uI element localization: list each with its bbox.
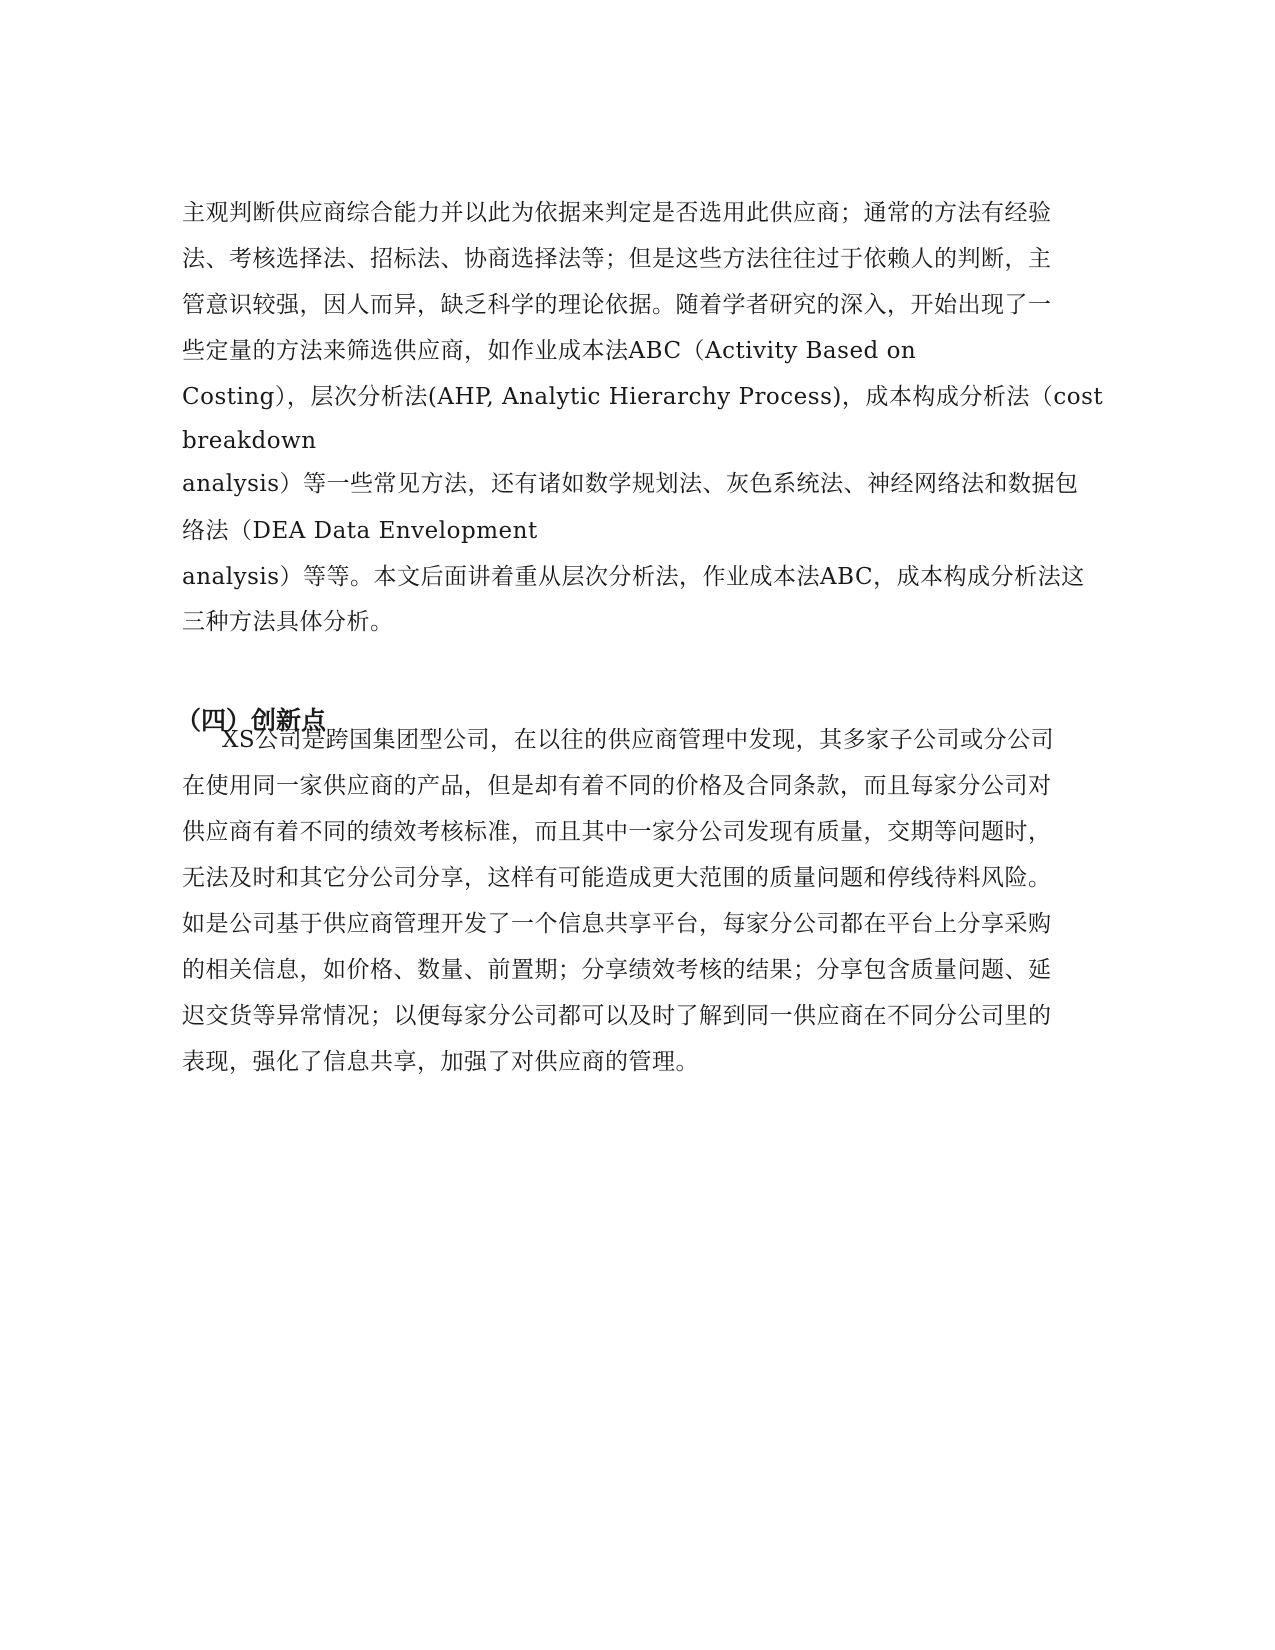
paragraph-line: 些定量的方法来筛选供应商，如作业成本法ABC（Activity Based on: [182, 338, 917, 364]
section-heading: （四）创新点: [176, 706, 327, 735]
paragraph-line: 的相关信息，如价格、数量、前置期；分享绩效考核的结果；分享包含质量问题、延: [182, 957, 1052, 983]
paragraph-line: XS公司是跨国集团型公司，在以往的供应商管理中发现，其多家子公司或分公司: [222, 727, 1055, 753]
paragraph-line: 主观判断供应商综合能力并以此为依据来判定是否选用此供应商；通常的方法有经验: [182, 200, 1052, 226]
paragraph-line: Costing），层次分析法(AHP, Analytic Hierarchy Process)，成本构成分析法（cost: [182, 384, 1104, 410]
paragraph-line: 供应商有着不同的绩效考核标准，而且其中一家分公司发现有质量，交期等问题时，: [182, 819, 1052, 845]
paragraph-line: 三种方法具体分析。: [182, 609, 394, 635]
paragraph-line: 迟交货等异常情况；以便每家分公司都可以及时了解到同一供应商在不同分公司里的: [182, 1003, 1052, 1029]
paragraph-line: 在使用同一家供应商的产品，但是却有着不同的价格及合同条款，而且每家分公司对: [182, 773, 1052, 799]
paragraph-line: analysis）等等。本文后面讲着重从层次分析法，作业成本法ABC，成本构成分析法这: [182, 564, 1085, 590]
paragraph-line: 法、考核选择法、招标法、协商选择法等；但是这些方法往往过于依赖人的判断，主: [182, 246, 1052, 272]
paragraph-line: analysis）等一些常见方法，还有诸如数学规划法、灰色系统法、神经网络法和数据包: [182, 471, 1079, 497]
paragraph-line: 表现，强化了信息共享，加强了对供应商的管理。: [182, 1049, 699, 1075]
paragraph-line: 络法（DEA Data Envelopment: [182, 518, 538, 544]
paragraph-line: 如是公司基于供应商管理开发了一个信息共享平台，每家分公司都在平台上分享采购: [182, 911, 1052, 937]
paragraph-line: breakdown: [182, 428, 317, 454]
paragraph-line: 管意识较强，因人而异，缺乏科学的理论依据。随着学者研究的深入，开始出现了一: [182, 292, 1052, 318]
paragraph-line: 无法及时和其它分公司分享，这样有可能造成更大范围的质量问题和停线待料风险。: [182, 865, 1052, 891]
